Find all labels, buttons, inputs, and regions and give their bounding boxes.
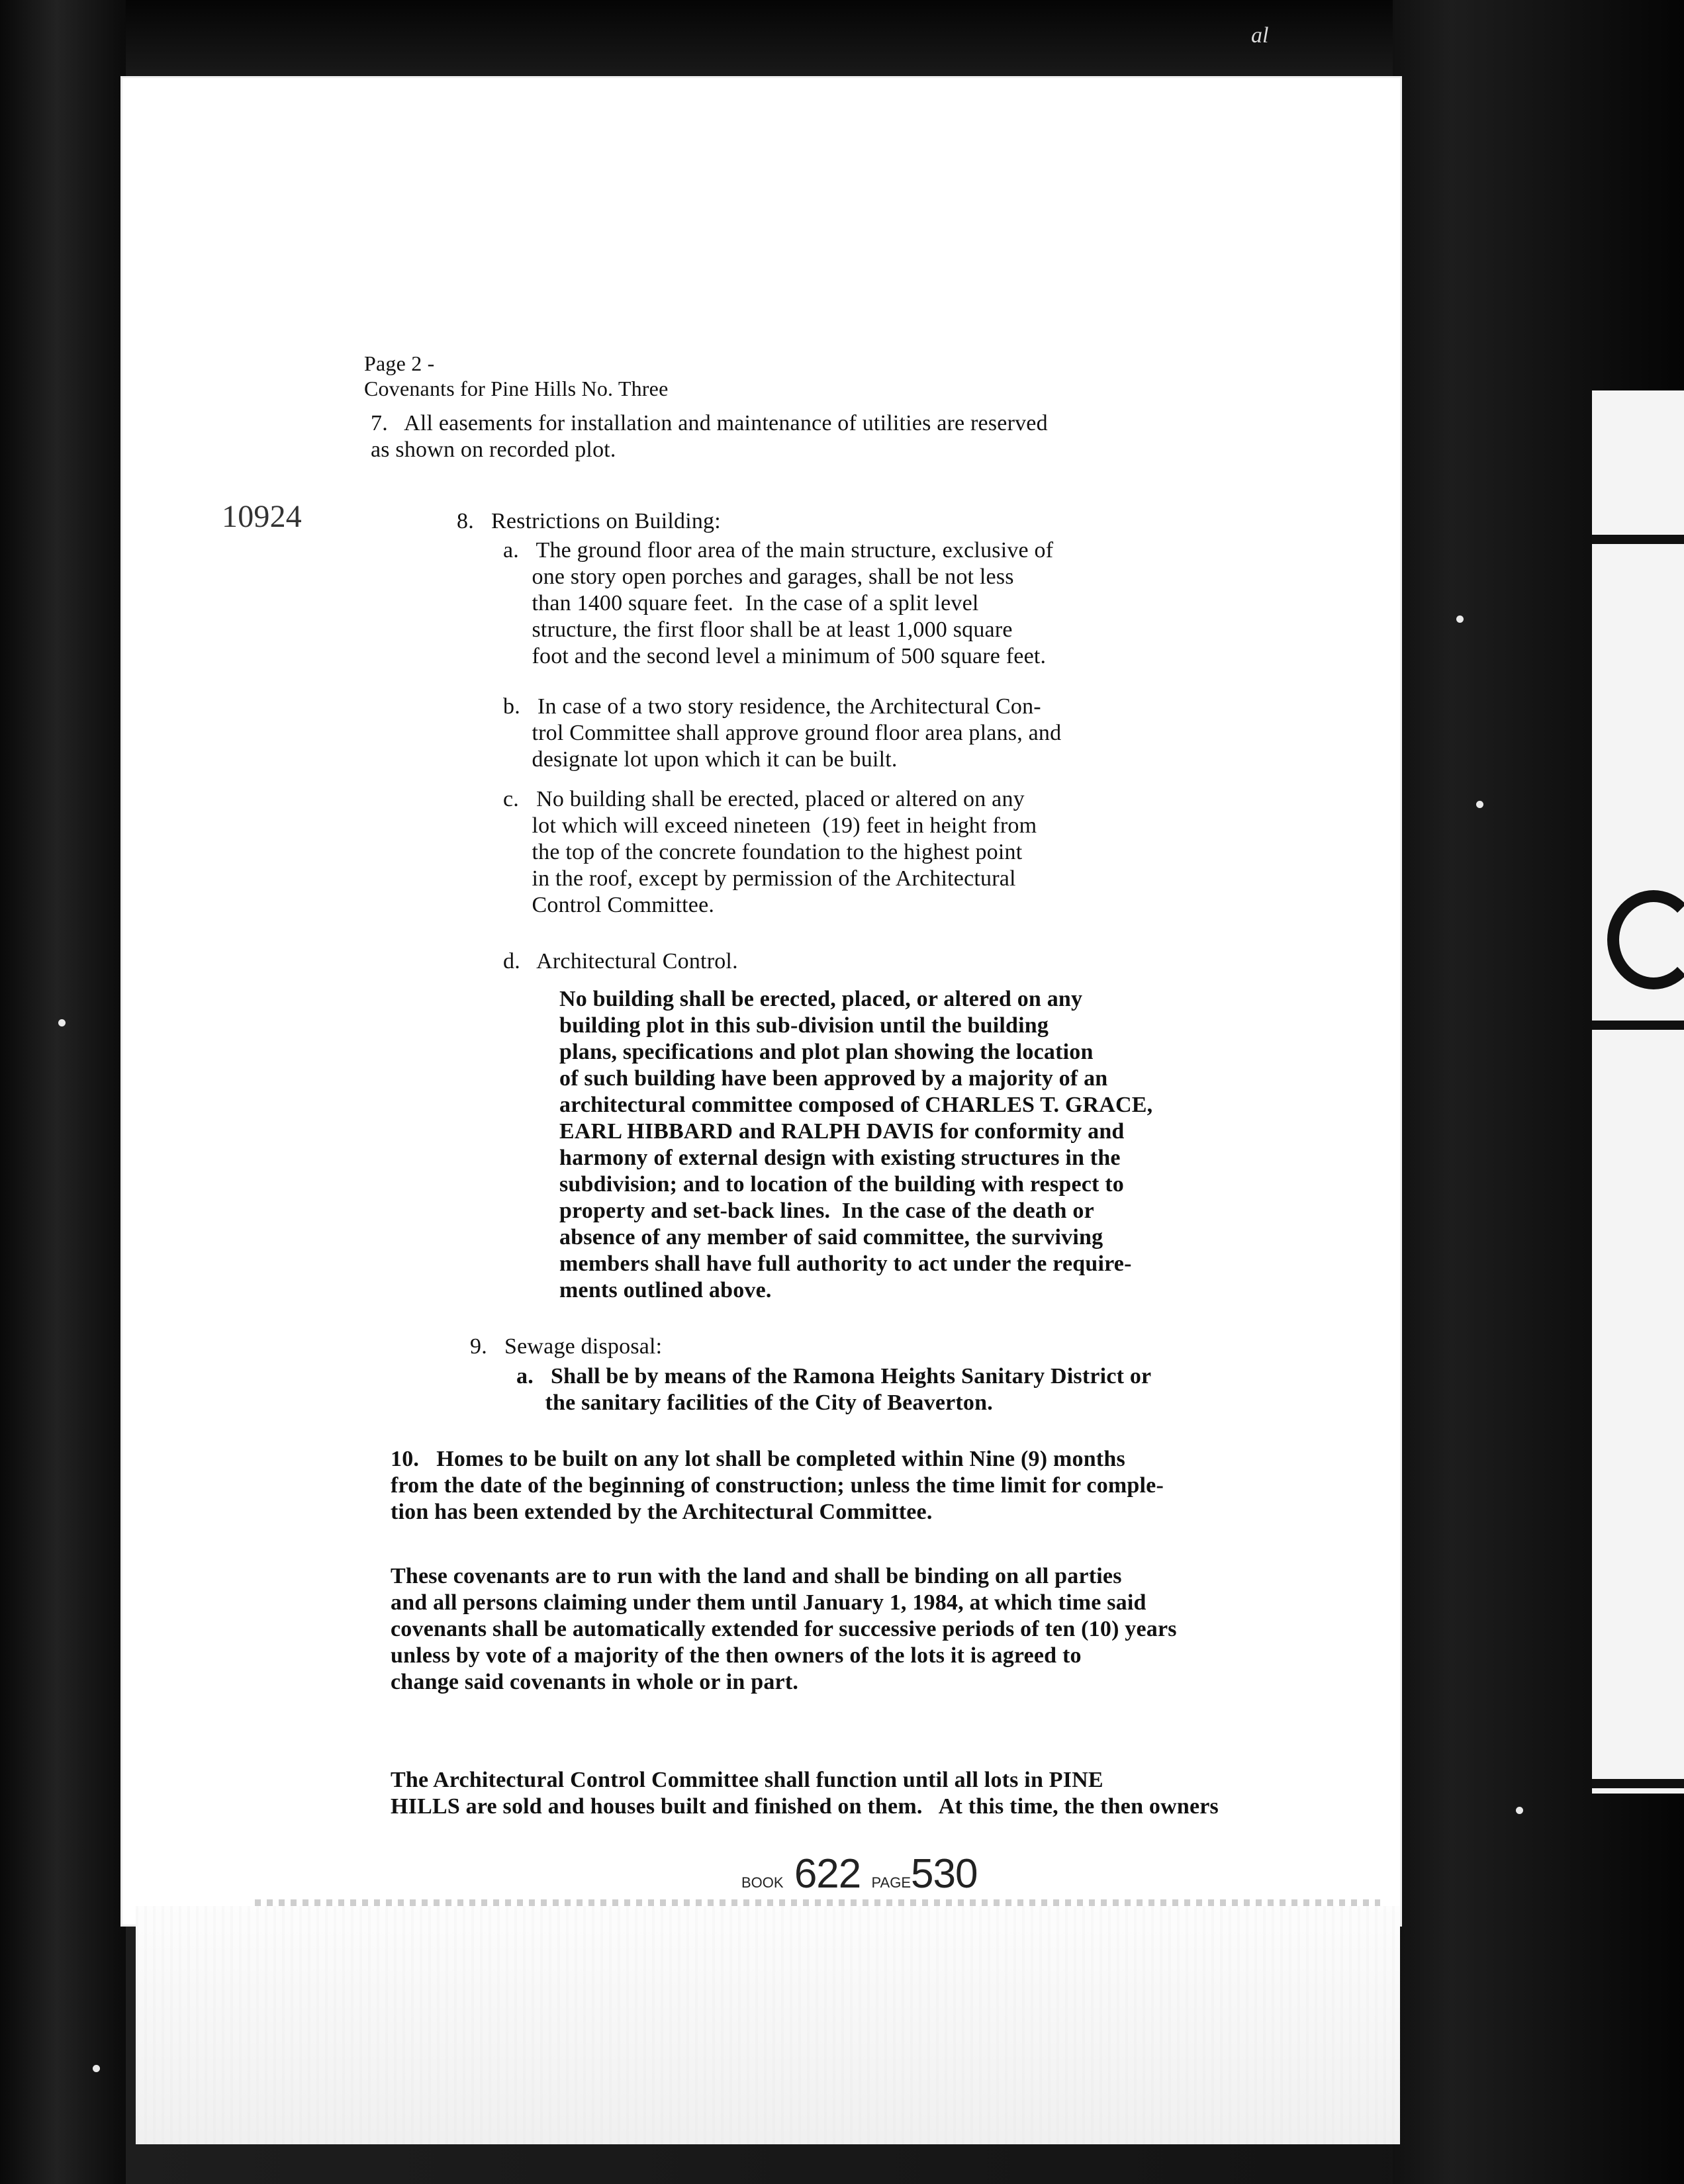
book-number: 622 <box>794 1851 861 1897</box>
item-9a-line: the sanitary facilities of the City of Beaverton. <box>516 1390 993 1415</box>
committee-duration-line: HILLS are sold and houses built and finished on them. At this time, the then owners <box>391 1794 1219 1819</box>
item-8c-line: lot which will exceed nineteen (19) feet in height from <box>503 813 1037 838</box>
page-heading <box>364 351 668 401</box>
covenant-item-10 <box>391 1446 1164 1525</box>
page-number: 530 <box>911 1851 978 1897</box>
item-9a-text <box>516 1363 1151 1416</box>
item-8d-line: subdivision; and to location of the building with respect to <box>559 1172 1125 1197</box>
scan-speck <box>1476 801 1483 808</box>
item-8b-line: b. In case of a two story residence, the Architectural Con- <box>503 694 1041 719</box>
item-8d-line: architectural committee composed of CHARLES T. GRACE, <box>559 1093 1153 1117</box>
item-8d-line: property and set-back lines. In the case of the death or <box>559 1199 1094 1223</box>
architectural-control-paragraph <box>559 986 1152 1304</box>
item-8d-line: of such building have been approved by a majority of an <box>559 1066 1108 1091</box>
item-8d-line: members shall have full authority to act under the require- <box>559 1251 1132 1276</box>
item-8d-line: ments outlined above. <box>559 1278 772 1302</box>
right-slip-rule <box>1592 1021 1684 1030</box>
page-label: PAGE <box>871 1874 912 1891</box>
scan-left-border <box>0 0 126 2184</box>
scan-speck <box>58 1019 66 1026</box>
item-8c-line: the top of the concrete foundation to the highest point <box>503 840 1023 864</box>
right-slip-rule <box>1592 1779 1684 1788</box>
item7-line-2: as shown on recorded plot. <box>371 437 616 462</box>
item-8d-line: plans, specifications and plot plan showing the location <box>559 1040 1094 1064</box>
document-stamp-number: 10924 <box>222 499 302 534</box>
covenant-duration-line: These covenants are to run with the land and shall be binding on all parties <box>391 1564 1122 1588</box>
item-10-line: from the date of the beginning of construction; unless the time limit for comple- <box>391 1473 1164 1498</box>
item-8c-line: Control Committee. <box>503 893 715 917</box>
covenant-item-9: 9. Sewage disposal: <box>470 1334 663 1359</box>
item-8b-line: designate lot upon which it can be built. <box>503 747 898 772</box>
item-8c-line: c. No building shall be erected, placed or altered on any <box>503 787 1025 811</box>
covenant-duration-line: covenants shall be automatically extended for successive periods of ten (10) years <box>391 1617 1177 1641</box>
top-handwritten-mark: al <box>1251 23 1269 48</box>
covenant-duration-line: unless by vote of a majority of the then owners of the lots it is agreed to <box>391 1643 1082 1668</box>
document-title: Covenants for Pine Hills No. Three <box>364 377 669 400</box>
item7-line-1: 7. All easements for installation and maintenance of utilities are reserved <box>371 411 1048 435</box>
item-8d-line: absence of any member of said committee, the surviving <box>559 1225 1103 1250</box>
right-slip-rule <box>1592 535 1684 544</box>
item-8a-line: structure, the first floor shall be at least 1,000 square <box>503 617 1013 642</box>
item-10-line: 10. Homes to be built on any lot shall be completed within Nine (9) months <box>391 1447 1125 1471</box>
covenant-item-7 <box>371 410 1048 463</box>
book-label: BOOK <box>741 1874 784 1891</box>
covenant-duration-paragraph <box>391 1563 1177 1696</box>
item-8a-line: a. The ground floor area of the main structure, exclusive of <box>503 538 1054 563</box>
committee-duration-paragraph <box>391 1767 1219 1820</box>
committee-duration-line: The Architectural Control Committee shall function until all lots in PINE <box>391 1768 1103 1792</box>
page-number-heading: Page 2 - <box>364 351 435 375</box>
scan-speck <box>1456 615 1464 623</box>
item-8a-line: one story open porches and garages, shall be not less <box>503 565 1014 589</box>
covenant-duration-line: and all persons claiming under them until January 1, 1984, at which time said <box>391 1590 1146 1615</box>
item-8a-line: than 1400 square feet. In the case of a split level <box>503 591 979 615</box>
item-8d-line: EARL HIBBARD and RALPH DAVIS for conformity and <box>559 1119 1125 1144</box>
right-edge-paper-slip <box>1592 390 1684 1794</box>
covenant-item-8: 8. Restrictions on Building: <box>457 509 721 533</box>
item-8a-text <box>503 537 1053 670</box>
item-8d-line: building plot in this sub-division until the building <box>559 1013 1049 1038</box>
item-8b-line: trol Committee shall approve ground floor area plans, and <box>503 721 1062 745</box>
book-page-reference <box>741 1853 977 1904</box>
item-8b-text <box>503 694 1061 773</box>
item-8d-line: harmony of external design with existing structures in the <box>559 1146 1121 1170</box>
item-8c-text <box>503 786 1037 919</box>
scan-speck <box>93 2065 100 2072</box>
scan-speck <box>1516 1807 1523 1814</box>
item-8d-line: No building shall be erected, placed, or altered on any <box>559 987 1083 1011</box>
bottom-scan-noise <box>136 1906 1400 2144</box>
item-8c-line: in the roof, except by permission of the Architectural <box>503 866 1016 891</box>
item-10-line: tion has been extended by the Architectural Committee. <box>391 1500 933 1524</box>
covenant-duration-line: change said covenants in whole or in part. <box>391 1670 799 1694</box>
item-8d-heading: d. Architectural Control. <box>503 949 738 974</box>
item-8a-line: foot and the second level a minimum of 500 square feet. <box>503 644 1047 668</box>
item-9a-line: a. Shall be by means of the Ramona Heights Sanitary District or <box>516 1364 1152 1388</box>
